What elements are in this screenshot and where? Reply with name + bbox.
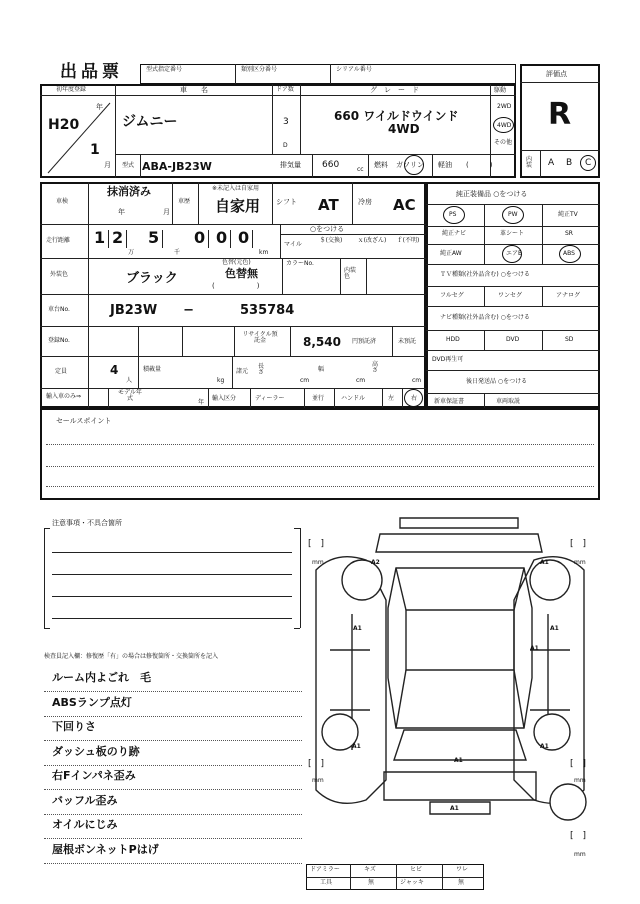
mileage-digit: 1 — [94, 228, 106, 247]
history-note: ※未記入は自家用 — [212, 185, 260, 192]
import-type-label: 輸入区分 — [212, 395, 237, 402]
shaken-month-mark: 月 — [163, 208, 170, 216]
mark-a1-7: A1 — [454, 757, 463, 764]
first-reg-month: 1 — [90, 142, 100, 158]
interior-c-circle — [580, 155, 596, 171]
note-item: ABSランプ点灯 — [52, 695, 132, 709]
mileage-man: 万 — [128, 249, 135, 256]
chassis-number: 535784 — [240, 303, 295, 318]
drive-label: 駆動 — [494, 87, 507, 94]
tv-analog: アナログ — [556, 292, 581, 299]
navi-hdd: HDD — [446, 336, 460, 343]
color-change-paren: ( ) — [212, 282, 260, 290]
recycle-label: リサイクル預託金 — [242, 331, 278, 344]
reg-no-label: 登録No. — [48, 337, 70, 344]
eq-airbag: エアB — [506, 250, 523, 257]
eq-abs-circle — [559, 245, 581, 263]
exterior-label: 外装色 — [50, 271, 69, 278]
legend-jack: ジャッキ — [400, 879, 424, 886]
drive-other: その他 — [494, 139, 513, 146]
mm-1: mm — [312, 559, 324, 566]
shaken-label: 車検 — [56, 198, 69, 205]
mark-a1-3: A1 — [550, 625, 559, 632]
inspection-block — [40, 182, 426, 408]
recycle-value: 8,540 — [303, 335, 341, 349]
dim-height-cm: cm — [412, 377, 422, 384]
navi-title: ナビ種類(社外品含む) ○をつける — [440, 314, 530, 321]
rating-value: R — [548, 97, 572, 132]
form-title: 出品票 — [60, 62, 123, 82]
fuel-gasoline: ガソリン — [396, 161, 424, 169]
mm-4: mm — [574, 777, 586, 784]
capacity-label: 定員 — [55, 368, 68, 375]
header-id-box — [140, 64, 516, 84]
drive-value: 4WD — [388, 122, 420, 136]
rating-label: 評価点 — [546, 70, 567, 78]
note-item: バッフル歪み — [52, 793, 118, 807]
sales-point-label: セールスポイント — [56, 417, 112, 425]
import-dealer: ディーラー — [255, 395, 285, 402]
legend-jack-value: 無 — [458, 879, 465, 886]
grade-value: 660 ワイルドウインド — [334, 109, 459, 123]
later-warranty: 新車保証書 — [434, 398, 465, 405]
unit-unknown: ｆ(不明) — [396, 237, 420, 244]
car-name-label: 車 名 — [180, 86, 208, 94]
mileage-digit: 0 — [238, 228, 250, 247]
dim-length: 長さ — [258, 363, 265, 376]
unit-exchange: ＄(交換) — [319, 237, 343, 244]
navi-sd: SD — [565, 336, 574, 343]
dims-label: 諸元 — [236, 368, 249, 375]
legend-hibi: ヒビ — [410, 866, 423, 873]
ruibetsu-label: 類別区分番号 — [241, 66, 278, 73]
mark-a1-5: A1 — [352, 743, 361, 750]
model-year-label: モデル年式 — [118, 389, 142, 402]
cc-unit: cc — [357, 166, 364, 173]
mileage-digit: 0 — [216, 228, 228, 247]
eq-leather: 革シート — [500, 230, 525, 237]
mm-2: mm — [574, 559, 586, 566]
mileage-km: km — [259, 249, 269, 256]
note-item: ダッシュ板のり跡 — [52, 744, 140, 758]
caution-label: 注意事項・不具合箇所 — [52, 519, 122, 527]
fuel-gasoline-circle — [404, 155, 424, 175]
mark-a1-4: A1 — [530, 645, 539, 652]
mark-a1-6: A1 — [540, 743, 549, 750]
import-parallel: 並行 — [312, 395, 325, 402]
eq-ps-circle — [443, 206, 465, 224]
doors-value: 3 — [283, 117, 289, 127]
eq-airbag-circle — [502, 245, 522, 263]
tv-title: ＴＶ種類(社外品含む) ○をつける — [440, 271, 530, 278]
model-year-mark: 年 — [198, 399, 205, 406]
legend-tools-value: 無 — [368, 879, 375, 886]
history-label: 車歴 — [178, 198, 191, 205]
equipment-title: 純正装備品 ○をつける — [456, 190, 528, 198]
mileage-mark-note: ○をつける — [310, 225, 345, 233]
mileage-digit: 0 — [194, 228, 206, 247]
katashiki-label: 型式指定番号 — [146, 66, 183, 73]
displacement-value: 660 — [322, 160, 340, 170]
unit-tamper: ｘ(改ざん) — [357, 237, 387, 244]
interior-grade-b: B — [566, 158, 573, 168]
mark-a1-1: A1 — [540, 559, 549, 566]
month-mark: 月 — [104, 161, 111, 169]
eq-aw: 純正AW — [440, 250, 462, 257]
serial-label: シリアル番号 — [336, 66, 372, 73]
note-item: 下回りさ — [52, 720, 96, 733]
eq-pw: PW — [508, 211, 518, 218]
note-item: オイルにじみ — [52, 818, 118, 831]
interior-label: 内装 — [526, 156, 533, 169]
eq-pw-circle — [502, 206, 524, 224]
recycle-alt: 未預託 — [398, 338, 417, 345]
mm-5: mm — [574, 851, 586, 858]
dim-height: 高さ — [372, 361, 379, 374]
navi-dvd: DVD — [506, 336, 520, 343]
dvd-label: DVD再生可 — [432, 356, 464, 363]
grade-label: グ レ ー ド — [370, 86, 419, 94]
doors-label: ドア数 — [276, 86, 294, 93]
note-item: 右Fインパネ歪み — [52, 769, 136, 782]
dim-length-cm: cm — [300, 377, 310, 384]
chassis-label: 車台No. — [48, 306, 70, 313]
import-label: 輸入車のみ⇒ — [46, 393, 82, 400]
note-item: 屋根ボンネットPはげ — [52, 842, 159, 856]
year-mark: 年 — [96, 103, 103, 111]
later-title: 後日発送品 ○をつける — [466, 378, 528, 385]
fuel-diesel: 軽油 — [438, 161, 452, 169]
color-no-label: カラーNo. — [286, 260, 314, 267]
drive-2wd: 2WD — [497, 103, 512, 110]
load-label: 積載量 — [143, 366, 162, 373]
history-value: 自家用 — [215, 197, 261, 215]
eq-sr: SR — [565, 230, 573, 237]
tv-oneseg: ワンセグ — [498, 292, 523, 299]
note-item: ルーム内よごれ 毛 — [52, 671, 151, 684]
legend-kizu: キズ — [364, 866, 376, 873]
capacity-value: 4 — [110, 363, 119, 377]
interior-grade-c: C — [585, 158, 592, 168]
model-label: 型式 — [122, 162, 135, 169]
exterior-value: ブラック — [126, 271, 178, 286]
mm-3: mm — [312, 777, 324, 784]
recycle-unit: 円預託済 — [352, 338, 377, 345]
handle-left: 左 — [388, 395, 395, 402]
chassis-prefix: JB23W − — [110, 303, 195, 318]
unit-mile: マイル — [284, 241, 302, 248]
eq-abs: ABS — [563, 250, 575, 257]
legend-ware: ワレ — [456, 866, 469, 873]
doors-suffix: D — [283, 142, 288, 149]
shift-value: AT — [318, 196, 339, 214]
drive-4wd-circle — [493, 117, 514, 133]
shift-label: シフト — [276, 198, 297, 206]
eq-navi: 純正ナビ — [442, 230, 467, 237]
inspector-note: 検査員記入欄：修復歴「有」の場合は修復箇所・交換箇所を記入 — [44, 653, 219, 660]
color-change-label: 色替(元色) — [222, 259, 251, 266]
color-change-value: 色替無 — [225, 267, 258, 280]
mark-a1-8: A1 — [450, 805, 459, 812]
first-reg-label: 初年度登録 — [56, 86, 87, 93]
car-name: ジムニー — [122, 114, 178, 130]
handle-right-circle — [404, 389, 423, 407]
mileage-sen: 千 — [174, 249, 181, 256]
ac-value: AC — [393, 196, 416, 214]
dim-width: 幅 — [318, 366, 325, 373]
dim-width-cm: cm — [356, 377, 366, 384]
first-reg-era: H20 — [48, 117, 80, 133]
legend-mirror: ドアミラー — [310, 866, 340, 873]
mileage-label: 走行距離 — [46, 237, 71, 244]
eq-tv: 純正TV — [558, 211, 578, 218]
ac-label: 冷房 — [358, 198, 372, 206]
interior-grade-a: A — [548, 158, 555, 168]
eq-ps: PS — [449, 211, 457, 218]
fuel-label: 燃料 — [374, 161, 388, 169]
shaken-year-mark: 年 — [118, 208, 125, 216]
tv-fullseg: フルセグ — [440, 292, 464, 299]
later-manual: 車両取説 — [496, 398, 521, 405]
capacity-unit: 人 — [126, 377, 133, 384]
legend-tools: 工具 — [320, 879, 333, 886]
handle-right: 右 — [411, 395, 418, 402]
mark-a1-2: A1 — [353, 625, 362, 632]
interior-color-label: 内装色 — [344, 267, 357, 280]
model-value: ABA-JB23W — [142, 160, 212, 173]
mileage-digit: 2 — [112, 228, 124, 247]
mark-a2: A2 — [371, 559, 380, 566]
displacement-label: 排気量 — [280, 161, 301, 169]
load-unit: kg — [217, 377, 225, 384]
handle-label: ハンドル — [341, 395, 366, 402]
car-diagram — [300, 510, 600, 830]
shaken-value: 抹消済み — [107, 185, 151, 198]
mileage-digit: 5 — [148, 228, 160, 247]
mileage-digits — [90, 226, 278, 258]
drive-4wd: 4WD — [497, 122, 512, 129]
